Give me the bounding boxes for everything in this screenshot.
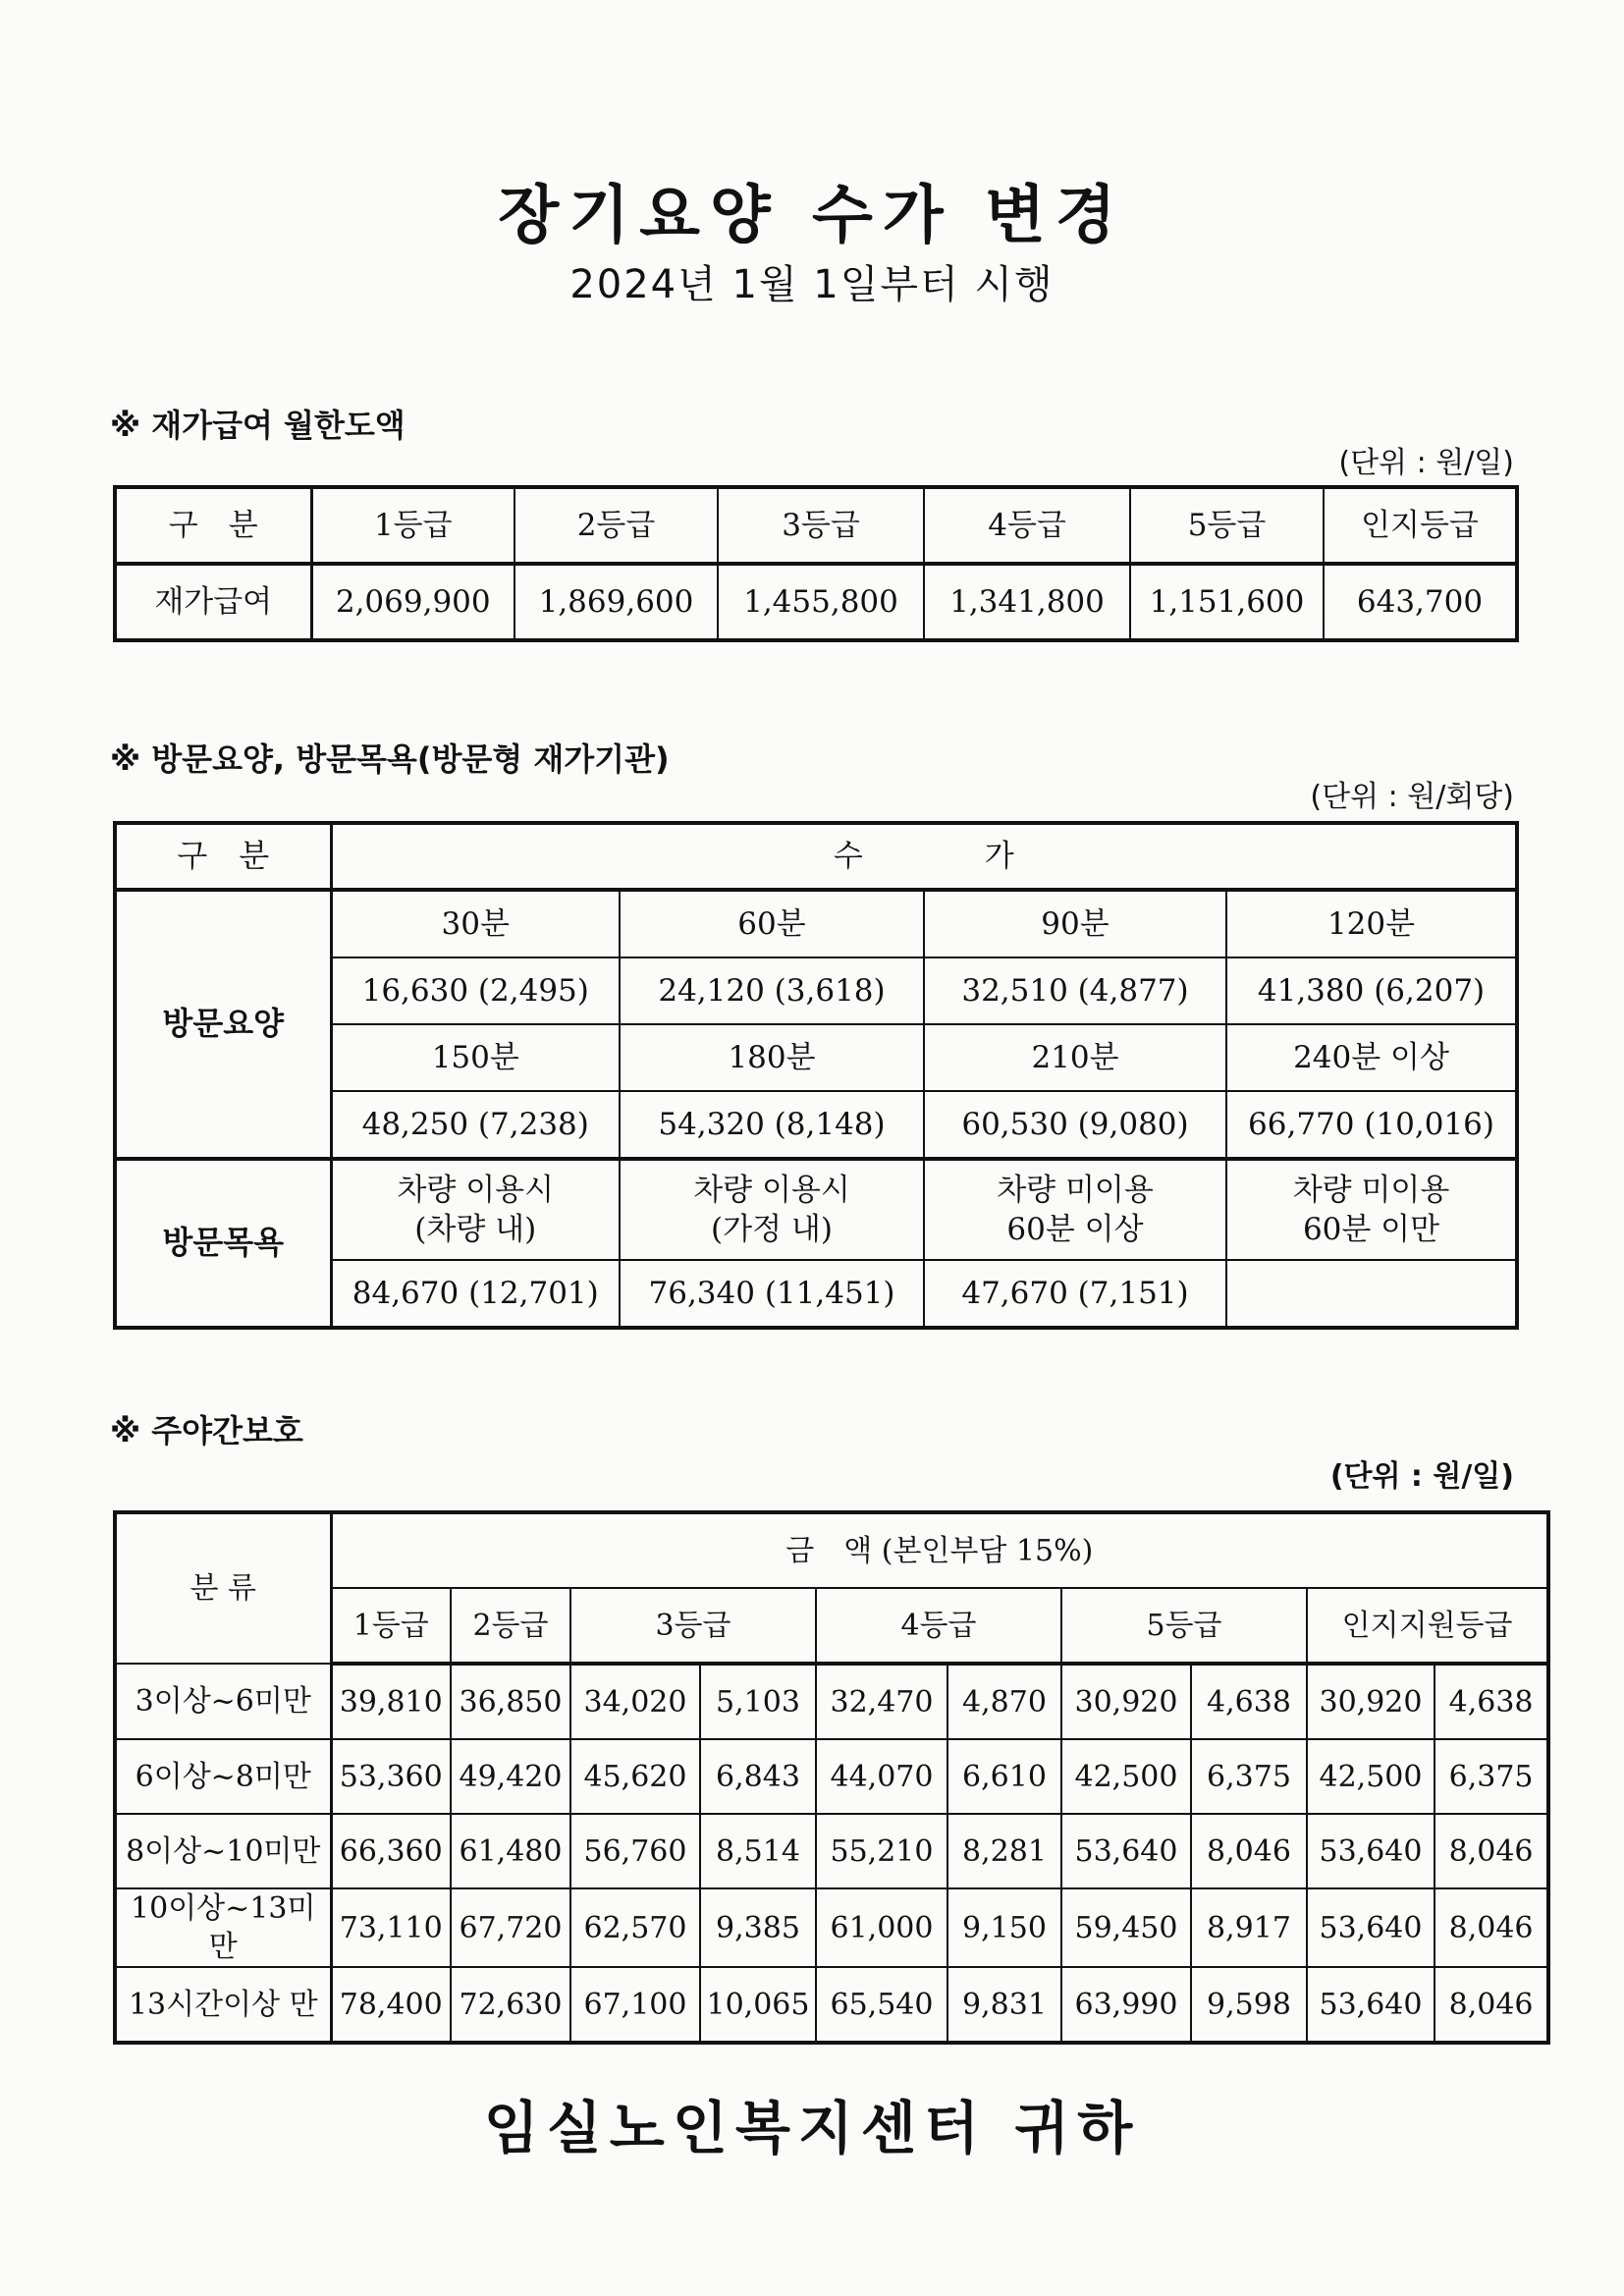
value-cell: 643,700	[1324, 564, 1517, 640]
value-cell: 8,514	[700, 1814, 816, 1888]
value-cell: 6,843	[700, 1739, 816, 1814]
value-cell: 4,638	[1191, 1664, 1307, 1739]
value-cell: 62,570	[570, 1888, 700, 1967]
value-cell: 6,375	[1435, 1739, 1548, 1814]
duration-cell: 180분	[620, 1024, 924, 1091]
grade-header: 2등급	[451, 1588, 570, 1664]
value-cell: 1,869,600	[514, 564, 718, 640]
value-cell: 1,341,800	[924, 564, 1130, 640]
bath-type-line: 차량 이용시	[397, 1172, 555, 1208]
header-cell: 금 액 (본인부담 15%)	[331, 1512, 1548, 1588]
value-cell: 61,000	[816, 1888, 947, 1967]
visit-care-label: 방문요양	[115, 890, 331, 1159]
duration-cell: 30분	[331, 890, 620, 957]
fee-cell: 54,320 (8,148)	[620, 1091, 924, 1159]
value-cell: 30,920	[1061, 1664, 1191, 1739]
value-cell: 10,065	[700, 1967, 816, 2043]
bath-type-line: 차량 미이용	[997, 1172, 1154, 1208]
duration-cell: 210분	[924, 1024, 1226, 1091]
header-cell: 1등급	[311, 487, 514, 564]
fee-cell: 41,380 (6,207)	[1226, 957, 1517, 1024]
value-cell: 67,720	[451, 1888, 570, 1967]
table-header-row	[115, 487, 1517, 564]
value-cell: 32,470	[816, 1664, 947, 1739]
value-cell: 5,103	[700, 1664, 816, 1739]
duration-cell: 60분	[620, 890, 924, 957]
row-label: 3이상~6미만	[115, 1664, 331, 1739]
header-cell: 2등급	[514, 487, 718, 564]
table-row	[115, 1888, 1548, 1967]
value-cell: 78,400	[331, 1967, 451, 2043]
value-cell: 59,450	[1061, 1888, 1191, 1967]
table-header-row	[115, 1588, 1548, 1664]
value-cell: 6,610	[947, 1739, 1061, 1814]
home-care-limit-table	[113, 485, 1519, 642]
value-cell: 53,640	[1061, 1814, 1191, 1888]
header-cell: 분 류	[115, 1512, 331, 1664]
value-cell: 65,540	[816, 1967, 947, 2043]
row-label: 6이상~8미만	[115, 1739, 331, 1814]
day-night-care-table	[113, 1510, 1550, 2045]
value-cell: 6,375	[1191, 1739, 1307, 1814]
value-cell: 66,360	[331, 1814, 451, 1888]
header-cell: 구 분	[115, 823, 331, 890]
value-cell: 9,598	[1191, 1967, 1307, 2043]
value-cell: 42,500	[1307, 1739, 1435, 1814]
value-cell: 73,110	[331, 1888, 451, 1967]
table-row	[115, 890, 1517, 957]
section1-unit: (단위 : 원/일)	[1338, 446, 1514, 480]
grade-header: 3등급	[570, 1588, 816, 1664]
fee-cell: 47,670 (7,151)	[924, 1260, 1226, 1328]
header-cell: 구 분	[115, 487, 311, 564]
duration-cell: 120분	[1226, 890, 1517, 957]
value-cell: 49,420	[451, 1739, 570, 1814]
section2-unit: (단위 : 원/회당)	[1310, 780, 1514, 814]
fee-cell: 24,120 (3,618)	[620, 957, 924, 1024]
bath-type-line: 차량 이용시	[693, 1172, 850, 1208]
bath-type-cell	[1226, 1159, 1517, 1260]
bath-type-cell	[331, 1159, 620, 1260]
header-cell: 수 가	[331, 823, 1517, 890]
recipient-footer: 임실노인복지센터 귀하	[483, 2095, 1141, 2161]
table-row	[115, 564, 1517, 640]
value-cell: 36,850	[451, 1664, 570, 1739]
value-cell: 1,151,600	[1130, 564, 1324, 640]
value-cell: 9,831	[947, 1967, 1061, 2043]
row-label: 10이상~13미만	[115, 1888, 331, 1967]
row-label: 8이상~10미만	[115, 1814, 331, 1888]
value-cell: 8,281	[947, 1814, 1061, 1888]
duration-cell: 240분 이상	[1226, 1024, 1517, 1091]
table-header-row	[115, 823, 1517, 890]
duration-cell: 150분	[331, 1024, 620, 1091]
value-cell: 8,046	[1191, 1814, 1307, 1888]
row-label: 재가급여	[115, 564, 311, 640]
fee-cell: 66,770 (10,016)	[1226, 1091, 1517, 1159]
value-cell: 67,100	[570, 1967, 700, 2043]
header-cell: 5등급	[1130, 487, 1324, 564]
section2-heading: ※ 방문요양, 방문목욕(방문형 재가기관)	[110, 740, 670, 778]
effective-date: 2024년 1월 1일부터 시행	[569, 262, 1055, 307]
visit-care-fee-table	[113, 821, 1519, 1330]
bath-type-line: (차량 내)	[414, 1212, 537, 1247]
table-row	[115, 1664, 1548, 1739]
fee-cell: 48,250 (7,238)	[331, 1091, 620, 1159]
fee-cell: 76,340 (11,451)	[620, 1260, 924, 1328]
bath-type-cell	[620, 1159, 924, 1260]
duration-cell: 90분	[924, 890, 1226, 957]
value-cell: 44,070	[816, 1739, 947, 1814]
fee-cell: 84,670 (12,701)	[331, 1260, 620, 1328]
grade-header: 4등급	[816, 1588, 1061, 1664]
value-cell: 53,640	[1307, 1967, 1435, 2043]
value-cell: 56,760	[570, 1814, 700, 1888]
value-cell: 9,150	[947, 1888, 1061, 1967]
grade-header: 1등급	[331, 1588, 451, 1664]
fee-cell: 16,630 (2,495)	[331, 957, 620, 1024]
value-cell: 53,640	[1307, 1888, 1435, 1967]
table-row	[115, 1967, 1548, 2043]
value-cell: 55,210	[816, 1814, 947, 1888]
value-cell: 8,046	[1435, 1888, 1548, 1967]
bath-type-line: (가정 내)	[711, 1212, 833, 1247]
value-cell: 1,455,800	[718, 564, 924, 640]
bath-type-line: 차량 미이용	[1292, 1172, 1450, 1208]
value-cell: 42,500	[1061, 1739, 1191, 1814]
header-cell: 4등급	[924, 487, 1130, 564]
table-header-row	[115, 1512, 1548, 1588]
table-row	[115, 1739, 1548, 1814]
grade-header: 인지지원등급	[1307, 1588, 1548, 1664]
section3-heading: ※ 주야간보호	[110, 1412, 303, 1449]
value-cell: 30,920	[1307, 1664, 1435, 1739]
value-cell: 53,360	[331, 1739, 451, 1814]
bath-type-cell	[924, 1159, 1226, 1260]
section1-heading: ※ 재가급여 월한도액	[110, 407, 406, 444]
value-cell: 34,020	[570, 1664, 700, 1739]
fee-cell: 60,530 (9,080)	[924, 1091, 1226, 1159]
value-cell: 2,069,900	[311, 564, 514, 640]
value-cell: 61,480	[451, 1814, 570, 1888]
bath-type-line: 60분 이만	[1302, 1212, 1440, 1247]
value-cell: 4,870	[947, 1664, 1061, 1739]
fee-cell: 32,510 (4,877)	[924, 957, 1226, 1024]
table-row	[115, 1814, 1548, 1888]
fee-cell	[1226, 1260, 1517, 1328]
value-cell: 53,640	[1307, 1814, 1435, 1888]
value-cell: 4,638	[1435, 1664, 1548, 1739]
value-cell: 63,990	[1061, 1967, 1191, 2043]
header-cell: 3등급	[718, 487, 924, 564]
value-cell: 8,917	[1191, 1888, 1307, 1967]
table-row	[115, 1159, 1517, 1260]
grade-header: 5등급	[1061, 1588, 1307, 1664]
row-label: 13시간이상 만	[115, 1967, 331, 2043]
page-title: 장기요양 수가 변경	[498, 179, 1126, 252]
value-cell: 45,620	[570, 1739, 700, 1814]
value-cell: 39,810	[331, 1664, 451, 1739]
value-cell: 8,046	[1435, 1967, 1548, 2043]
section3-unit: (단위 : 원/일)	[1329, 1459, 1514, 1494]
header-cell: 인지등급	[1324, 487, 1517, 564]
visit-bath-label: 방문목욕	[115, 1159, 331, 1328]
value-cell: 72,630	[451, 1967, 570, 2043]
bath-type-line: 60분 이상	[1006, 1212, 1144, 1247]
value-cell: 9,385	[700, 1888, 816, 1967]
value-cell: 8,046	[1435, 1814, 1548, 1888]
